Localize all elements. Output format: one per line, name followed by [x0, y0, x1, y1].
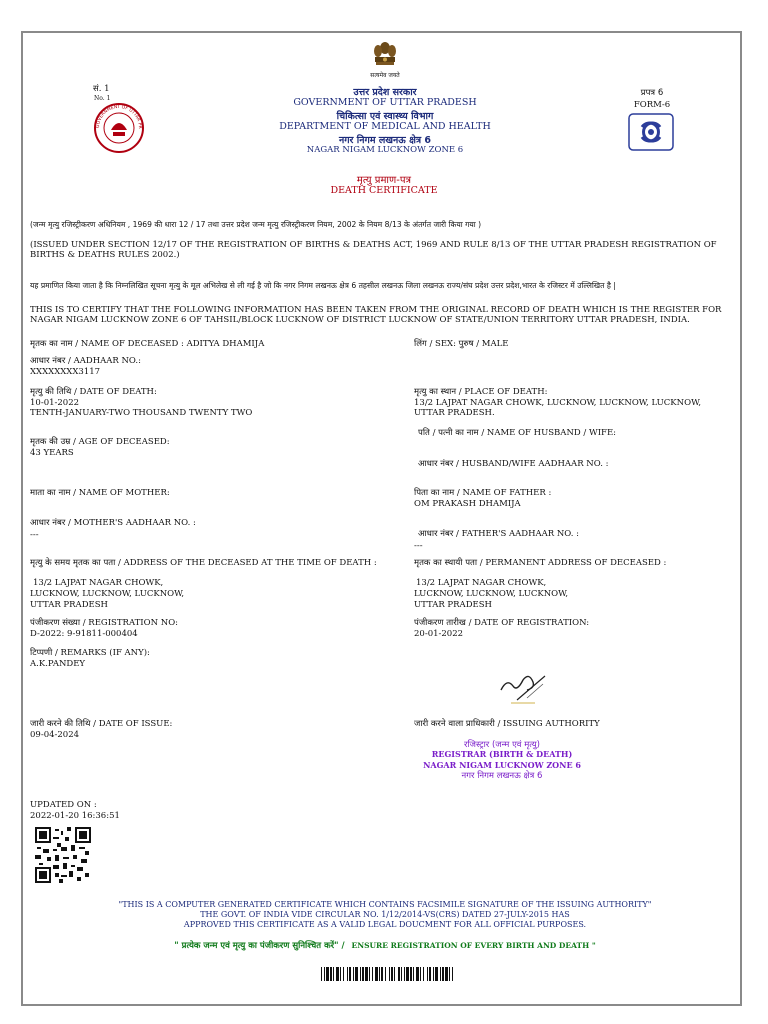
- footer-slogan-hi: " प्रत्येक जन्म एवं मृत्यु का पंजीकरण सुनिश्चित करें" /: [174, 941, 345, 951]
- updated-on-value: 2022-01-20 16:36:51: [30, 811, 120, 821]
- govt-hi: उत्तर प्रदेश सरकार: [353, 87, 417, 98]
- registration-date-value: 20-01-2022: [414, 629, 464, 639]
- issuing-authority-label: जारी करने वाला प्राधिकारी / ISSUING AUTHORITY: [414, 719, 600, 729]
- permanent-address-line1: 13/2 LAJPAT NAGAR CHOWK,: [416, 578, 547, 588]
- footer-slogan-en: ENSURE REGISTRATION OF EVERY BIRTH AND DEATH ": [351, 941, 596, 950]
- address-death-line2: LUCKNOW, LUCKNOW, LUCKNOW,: [30, 589, 185, 599]
- dept-hi: चिकित्सा एवं स्वास्थ्य विभाग: [336, 111, 434, 122]
- issue-date-label: जारी करने की तिथि / DATE OF ISSUE:: [30, 719, 173, 729]
- serial-no-en: No. 1: [94, 95, 111, 102]
- zone-en: NAGAR NIGAM LUCKNOW ZONE 6: [306, 145, 464, 155]
- form-en: FORM-6: [633, 100, 671, 110]
- father-aadhaar-value: ---: [414, 541, 423, 551]
- issued-under-hi: (जन्म मृत्यु रजिस्ट्रीकरण अधिनियम , 1969 की धारा 12 / 17 तथा उत्तर प्रदेश जन्म मृत्यु रजिस्ट्रीकरण नियम, 2002 के नियम 8/13 के अंतर्गत जारी किया गया ): [30, 220, 482, 229]
- dod-label: मृत्यु की तिथि / DATE OF DEATH:: [30, 387, 157, 397]
- registration-date-label: पंजीकरण तारीख / DATE OF REGISTRATION:: [414, 618, 590, 628]
- seal-text: GOVERNMENT OF UTTAR PR: [95, 104, 143, 129]
- permanent-address-line2: LUCKNOW, LUCKNOW, LUCKNOW,: [414, 589, 569, 599]
- issued-under-en: (ISSUED UNDER SECTION 12/17 OF THE REGISTRATION OF BIRTHS & DEATHS ACT, 1969 AND RULE 8/13 OF THE UTTAR PRADESH REGISTRATION OF BIRTHS & DEATHS RULES 2002.): [30, 240, 717, 260]
- footer-note-line1: "THIS IS A COMPUTER GENERATED CERTIFICATE WHICH CONTAINS FACSIMILE SIGNATURE OF THE ISSUING AUTHORITY": [118, 900, 652, 909]
- address-death-line1: 13/2 LAJPAT NAGAR CHOWK,: [33, 578, 164, 588]
- emblem-motto: सत्यमेव जयते: [370, 72, 400, 79]
- footer-note-line3: APPROVED THIS CERTIFICATE AS A VALID LEGAL DOUCMENT FOR ALL OFFICIAL PURPOSES.: [183, 920, 587, 929]
- permanent-address-line3: UTTAR PRADESH: [414, 600, 492, 610]
- aadhaar-value: XXXXXXXX3117: [30, 367, 101, 377]
- pod-value: 13/2 LAJPAT NAGAR CHOWK, LUCKNOW, LUCKNOW, LUCKNOW, UTTAR PRADESH.: [414, 398, 702, 418]
- aadhaar-label: आधार नंबर / AADHAAR NO.:: [30, 356, 141, 366]
- registrar-en: REGISTRAR (BIRTH & DEATH): [431, 749, 573, 759]
- registration-no-value: D-2022: 9-91811-000404: [30, 629, 138, 639]
- father-name-label: पिता का नाम / NAME OF FATHER :: [414, 488, 552, 498]
- title-hi: मृत्यु प्रमाण-पत्र: [356, 175, 412, 186]
- mother-aadhaar-value: ---: [30, 530, 39, 540]
- registrar-zone-en: NAGAR NIGAM LUCKNOW ZONE 6: [423, 760, 581, 770]
- registrar-zone-hi: नगर निगम लखनऊ क्षेत्र 6: [461, 771, 543, 781]
- address-death-label: मृत्यु के समय मृतक का पता / ADDRESS OF THE DECEASED AT THE TIME OF DEATH :: [30, 558, 377, 568]
- crs-logo-icon: [628, 113, 674, 151]
- age-value: 43 YEARS: [30, 448, 74, 458]
- updated-on-label: UPDATED ON :: [30, 800, 97, 810]
- registration-no-label: पंजीकरण संख्या / REGISTRATION NO:: [30, 618, 179, 628]
- spouse-aadhaar-label: आधार नंबर / HUSBAND/WIFE AADHAAR NO. :: [418, 459, 609, 469]
- mother-name-label: माता का नाम / NAME OF MOTHER:: [30, 488, 170, 498]
- barcode: [321, 966, 453, 980]
- title-en: DEATH CERTIFICATE: [330, 185, 438, 196]
- age-label: मृतक की उम्र / AGE OF DECEASED:: [30, 437, 170, 447]
- registrar-signature: [497, 670, 549, 706]
- certify-en: THIS IS TO CERTIFY THAT THE FOLLOWING INFORMATION HAS BEEN TAKEN FROM THE ORIGINAL RECORD OF DEATH WHICH IS THE REGISTER FOR NAGAR NIGAM LUCKNOW ZONE 6 OF TAHSIL/BLOCK LUCKNOW OF DISTRICT LUCKNOW OF STATE/UNION TERRITORY UTTAR PRADESH, INDIA.: [30, 305, 722, 325]
- qr-code: [35, 827, 91, 883]
- national-emblem-icon: [370, 40, 400, 72]
- remarks-label: टिप्पणी / REMARKS (IF ANY):: [30, 648, 150, 658]
- mother-aadhaar-label: आधार नंबर / MOTHER'S AADHAAR NO. :: [30, 518, 196, 528]
- govt-en: GOVERNMENT OF UTTAR PRADESH: [293, 97, 477, 108]
- footer-note-line2: THE GOVT. OF INDIA VIDE CIRCULAR NO. 1/12/2014-VS(CRS) DATED 27-JULY-2015 HAS: [200, 910, 570, 919]
- zone-hi: नगर निगम लखनऊ क्षेत्र 6: [338, 135, 432, 146]
- remarks-value: A.K.PANDEY: [30, 659, 86, 669]
- deceased-name: मृतक का नाम / NAME OF DECEASED : ADITYA DHAMIJA: [30, 339, 265, 349]
- pod-label: मृत्यु का स्थान / PLACE OF DEATH:: [414, 387, 548, 397]
- up-government-seal: [93, 102, 145, 154]
- dod-value: 10-01-2022: [30, 398, 80, 408]
- dept-en: DEPARTMENT OF MEDICAL AND HEALTH: [279, 121, 491, 132]
- certify-hi: यह प्रमाणित किया जाता है कि निम्नलिखित सूचना मृत्यु के मूल अभिलेख से ली गई है जो कि नगर निगम लखनऊ क्षेत्र 6 तहसील लखनऊ जिला लखनऊ राज्य/संघ प्रदेश उत्तर प्रदेश,भारत के रजिस्टर में उल्लिखित है |: [30, 281, 616, 290]
- spouse-name-label: पति / पत्नी का नाम / NAME OF HUSBAND / WIFE:: [418, 428, 617, 438]
- registrar-hi: रजिस्ट्रार (जन्म एवं मृत्यु): [464, 740, 540, 750]
- father-aadhaar-label: आधार नंबर / FATHER'S AADHAAR NO. :: [418, 529, 580, 539]
- footer-slogan: [40, 940, 730, 951]
- dod-words: TENTH-JANUARY-TWO THOUSAND TWENTY TWO: [30, 408, 253, 418]
- form-hi: प्रपत्र 6: [640, 88, 664, 98]
- permanent-address-label: मृतक का स्थायी पता / PERMANENT ADDRESS OF DECEASED :: [414, 558, 667, 568]
- sex-field: लिंग / SEX: पुरुष / MALE: [414, 339, 509, 349]
- serial-no: सं. 1: [93, 84, 110, 94]
- father-name-value: OM PRAKASH DHAMIJA: [414, 499, 521, 509]
- address-death-line3: UTTAR PRADESH: [30, 600, 108, 610]
- issue-date-value: 09-04-2024: [30, 730, 80, 740]
